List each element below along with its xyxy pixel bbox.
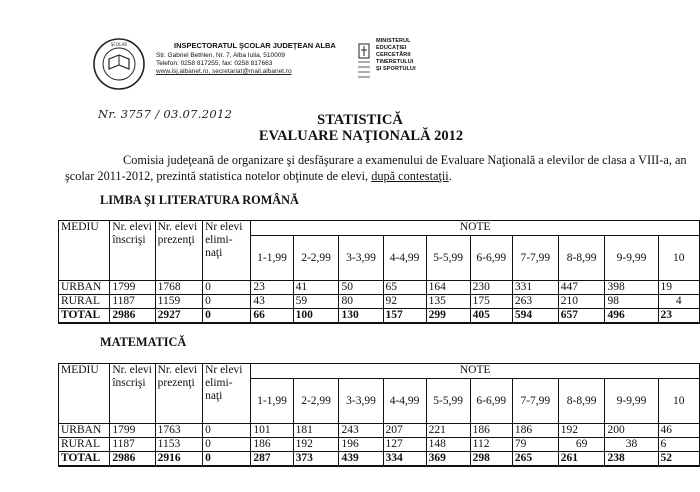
- cell-mediu: TOTAL: [59, 309, 110, 324]
- cell-note: 112: [470, 438, 512, 452]
- cell-note: 80: [339, 295, 383, 309]
- cell-mediu: RURAL: [59, 438, 110, 452]
- grade-range: 4-4,99: [383, 236, 426, 281]
- cell-note: 398: [605, 281, 658, 295]
- grade-range: 8-8,99: [558, 236, 605, 281]
- cell-note: 657: [558, 309, 605, 324]
- cell-mediu: URBAN: [59, 281, 110, 295]
- cell-note: 261: [558, 452, 605, 467]
- cell-note: 41: [293, 281, 339, 295]
- grade-range: 5-5,99: [426, 379, 470, 424]
- cell-eliminati: 0: [203, 281, 251, 295]
- isj-logo: [92, 37, 146, 91]
- header-eliminati: Nr elevi elimi-naţi: [203, 364, 251, 424]
- cell-note: 6: [658, 438, 699, 452]
- cell-note: 186: [251, 438, 293, 452]
- cell-note: 210: [558, 295, 605, 309]
- cell-inscrisi: 1187: [110, 295, 155, 309]
- cell-note: 243: [339, 424, 383, 438]
- table-row: [59, 438, 700, 452]
- cell-note: 369: [426, 452, 470, 467]
- svg-text:ŞCOLAR: ŞCOLAR: [110, 42, 128, 47]
- cell-eliminati: 0: [203, 438, 251, 452]
- cell-inscrisi: 1799: [110, 281, 155, 295]
- cell-note: 594: [512, 309, 558, 324]
- cell-note: 238: [605, 452, 658, 467]
- isj-address: Str. Gabriel Bethlen, Nr. 7, Alba Iulia, 510009: [156, 52, 285, 59]
- page-title: STATISTICĂ: [317, 112, 403, 128]
- cell-note: 200: [605, 424, 658, 438]
- cell-inscrisi: 1799: [110, 424, 155, 438]
- grades-table-romana: [58, 220, 700, 324]
- table-row-total: [59, 309, 700, 324]
- grade-range: 7-7,99: [512, 379, 558, 424]
- cell-note: 331: [512, 281, 558, 295]
- header-prezenti: Nr. elevi prezenţi: [155, 221, 202, 281]
- cell-prezenti: 2927: [155, 309, 202, 324]
- ministry-line: MINISTERUL: [376, 38, 411, 44]
- intro-end: .: [448, 169, 452, 183]
- section-title-romana: LIMBA ŞI LITERATURA ROMÂNĂ: [100, 193, 299, 207]
- cell-note: 127: [383, 438, 426, 452]
- cell-note: 405: [470, 309, 512, 324]
- isj-contact: www.isj.albanet.ro, secretariat@mail.albanet.ro: [156, 68, 292, 75]
- cell-note: 207: [383, 424, 426, 438]
- cell-note: 192: [293, 438, 339, 452]
- header-note: NOTE: [251, 364, 700, 379]
- ministry-crest-icon: [356, 40, 372, 80]
- cell-note: 287: [251, 452, 293, 467]
- cell-eliminati: 0: [203, 295, 251, 309]
- cell-note: 175: [470, 295, 512, 309]
- cell-note: 79: [512, 438, 558, 452]
- grade-range: 3-3,99: [339, 379, 383, 424]
- cell-note: 196: [339, 438, 383, 452]
- cell-note: 100: [293, 309, 339, 324]
- ministry-line: CERCETĂRII: [376, 52, 411, 58]
- grades-table-matematica: [58, 363, 700, 467]
- grade-range: 9-9,99: [605, 379, 658, 424]
- cell-mediu: TOTAL: [59, 452, 110, 467]
- cell-note: 50: [339, 281, 383, 295]
- header-mediu: MEDIU: [59, 364, 110, 424]
- section-title-matematica: MATEMATICĂ: [100, 335, 187, 349]
- cell-note: 135: [426, 295, 470, 309]
- cell-note: 66: [251, 309, 293, 324]
- grade-range: 6-6,99: [470, 379, 512, 424]
- grade-range: 8-8,99: [558, 379, 605, 424]
- cell-note: 157: [383, 309, 426, 324]
- table-row: [59, 424, 700, 438]
- isj-name: INSPECTORATUL ŞCOLAR JUDEŢEAN ALBA: [174, 41, 336, 50]
- cell-note: 265: [512, 452, 558, 467]
- cell-note: 4: [658, 295, 699, 309]
- cell-note: 439: [339, 452, 383, 467]
- header-prezenti: Nr. elevi prezenţi: [155, 364, 202, 424]
- header-eliminati: Nr elevi elimi-naţi: [203, 221, 251, 281]
- cell-note: 43: [251, 295, 293, 309]
- ministry-name: [376, 38, 426, 73]
- cell-note: 221: [426, 424, 470, 438]
- intro-text: Comisia judeţeană de organizare şi desfăşurare a examenului de Evaluare Naţională a elevilor de clasa a VIII-a, an şcolar 2011-2012, prezintă statistica notelor obţinute de elevi,: [65, 153, 687, 183]
- cell-note: 65: [383, 281, 426, 295]
- cell-eliminati: 0: [203, 309, 251, 324]
- cell-note: 19: [658, 281, 699, 295]
- intro-paragraph: [65, 152, 695, 184]
- ministry-line: TINERETULUI: [376, 59, 414, 65]
- ministry-line: ŞI SPORTULUI: [376, 66, 416, 72]
- cell-note: 69: [558, 438, 605, 452]
- grade-range: 4-4,99: [383, 379, 426, 424]
- grade-range: 7-7,99: [512, 236, 558, 281]
- ministry-line: EDUCAŢIEI: [376, 45, 407, 51]
- grade-range: 10: [658, 379, 699, 424]
- cell-note: 447: [558, 281, 605, 295]
- cell-note: 181: [293, 424, 339, 438]
- cell-note: 98: [605, 295, 658, 309]
- cell-prezenti: 1763: [155, 424, 202, 438]
- cell-prezenti: 1768: [155, 281, 202, 295]
- cell-note: 186: [470, 424, 512, 438]
- table-row-total: [59, 452, 700, 467]
- cell-mediu: RURAL: [59, 295, 110, 309]
- cell-prezenti: 1153: [155, 438, 202, 452]
- grade-range: 1-1,99: [251, 236, 293, 281]
- cell-note: 373: [293, 452, 339, 467]
- cell-note: 334: [383, 452, 426, 467]
- cell-inscrisi: 1187: [110, 438, 155, 452]
- table-row: [59, 295, 700, 309]
- cell-note: 263: [512, 295, 558, 309]
- cell-note: 23: [658, 309, 699, 324]
- header-inscrisi: Nr. elevi înscrişi: [110, 221, 155, 281]
- cell-note: 298: [470, 452, 512, 467]
- cell-inscrisi: 2986: [110, 452, 155, 467]
- grade-range: 1-1,99: [251, 379, 293, 424]
- cell-prezenti: 2916: [155, 452, 202, 467]
- cell-eliminati: 0: [203, 424, 251, 438]
- cell-note: 148: [426, 438, 470, 452]
- header-note: NOTE: [251, 221, 700, 236]
- grade-range: 9-9,99: [605, 236, 658, 281]
- cell-note: 46: [658, 424, 699, 438]
- cell-note: 130: [339, 309, 383, 324]
- cell-note: 59: [293, 295, 339, 309]
- grade-range: 2-2,99: [293, 236, 339, 281]
- grade-range: 10: [658, 236, 699, 281]
- table-row: [59, 281, 700, 295]
- cell-prezenti: 1159: [155, 295, 202, 309]
- cell-note: 299: [426, 309, 470, 324]
- isj-phone: Telefon: 0258 817255, fax: 0258 817663: [156, 60, 273, 67]
- cell-note: 92: [383, 295, 426, 309]
- intro-underlined: după contestaţii: [371, 169, 449, 183]
- cell-note: 164: [426, 281, 470, 295]
- header-mediu: MEDIU: [59, 221, 110, 281]
- cell-eliminati: 0: [203, 452, 251, 467]
- cell-note: 23: [251, 281, 293, 295]
- page-subtitle: EVALUARE NAŢIONALĂ 2012: [258, 128, 464, 144]
- grade-range: 3-3,99: [339, 236, 383, 281]
- isj-header: [156, 42, 346, 76]
- header-inscrisi: Nr. elevi înscrişi: [110, 364, 155, 424]
- cell-note: 52: [658, 452, 699, 467]
- cell-inscrisi: 2986: [110, 309, 155, 324]
- cell-note: 38: [605, 438, 658, 452]
- cell-note: 230: [470, 281, 512, 295]
- registration-number: Nr. 3757 / 03.07.2012: [98, 107, 233, 121]
- grade-range: 5-5,99: [426, 236, 470, 281]
- cell-note: 101: [251, 424, 293, 438]
- cell-note: 192: [558, 424, 605, 438]
- cell-note: 186: [512, 424, 558, 438]
- grade-range: 6-6,99: [470, 236, 512, 281]
- grade-range: 2-2,99: [293, 379, 339, 424]
- cell-note: 496: [605, 309, 658, 324]
- cell-mediu: URBAN: [59, 424, 110, 438]
